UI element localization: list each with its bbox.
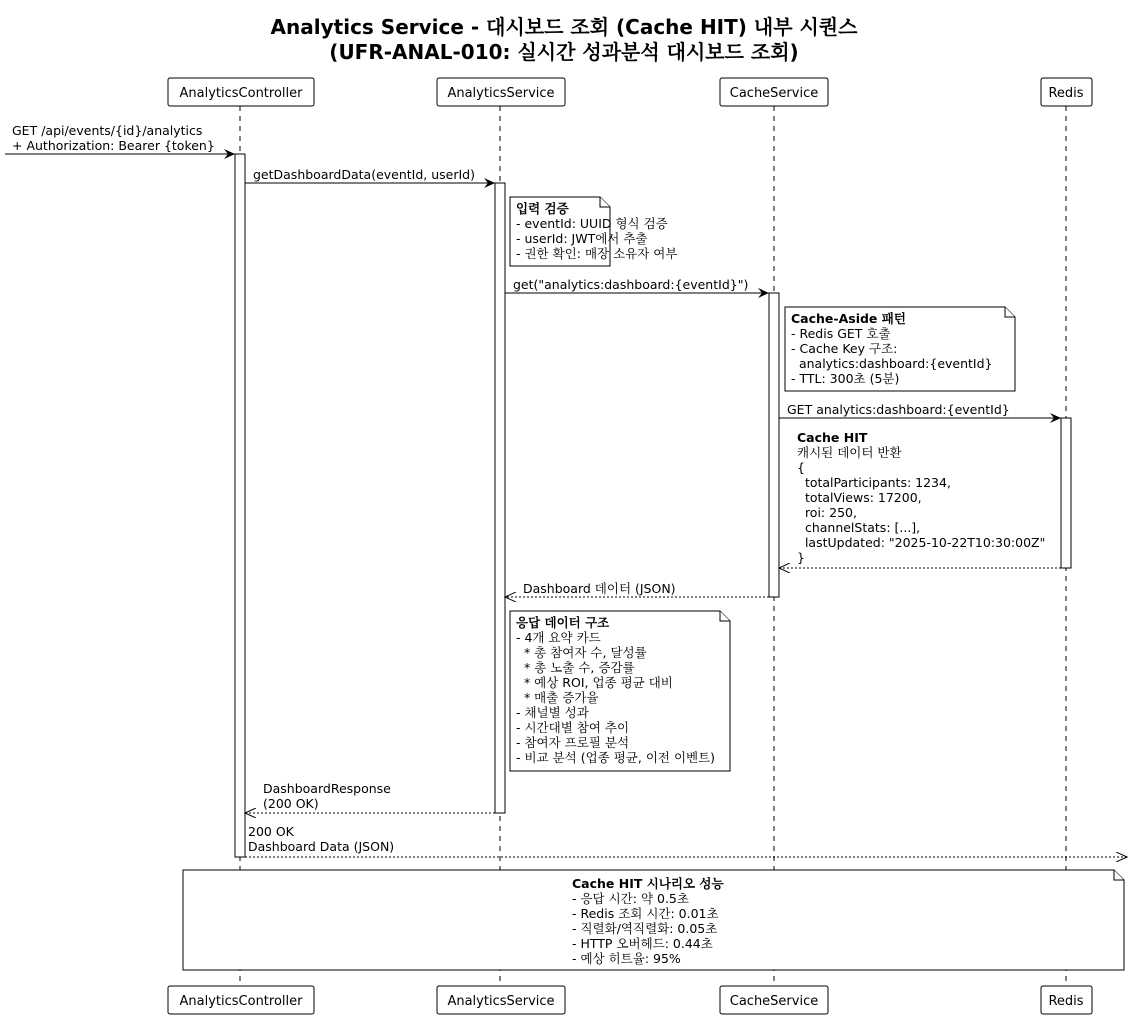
participant-label: AnalyticsService: [447, 994, 555, 1009]
note-line: - 참여자 프로필 분석: [516, 735, 630, 750]
note-line: - 채널별 성과: [516, 705, 589, 720]
note-line: - 예상 히트율: 95%: [572, 951, 681, 966]
message-label: Dashboard Data (JSON): [248, 839, 395, 854]
participant-analytics-service-top: [437, 78, 565, 106]
message-label: totalParticipants: 1234,: [797, 475, 951, 490]
diagram-title-line2: (UFR-ANAL-010: 실시간 성과분석 대시보드 조회): [329, 40, 799, 64]
participant-cache-service-bottom: [720, 986, 828, 1014]
participant-analytics-controller-bottom: [168, 986, 314, 1014]
message-label: + Authorization: Bearer {token}: [12, 138, 215, 153]
message-label: DashboardResponse: [263, 781, 391, 796]
activation-redis: [1061, 418, 1071, 568]
message-label: (200 OK): [263, 796, 319, 811]
message-label: 200 OK: [248, 824, 294, 839]
participant-redis-top: [1041, 78, 1092, 106]
message-label: getDashboardData(eventId, userId): [253, 167, 475, 182]
note-line: - 시간대별 참여 추이: [516, 720, 630, 735]
participant-redis-bottom: [1041, 986, 1092, 1014]
participant-label: AnalyticsController: [179, 994, 303, 1009]
activation-controller: [235, 154, 245, 857]
message-dashboard-response: [245, 781, 495, 813]
note-input-validation: [510, 197, 677, 266]
participant-label: Redis: [1048, 994, 1084, 1009]
participant-cache-service-top: [720, 78, 828, 106]
note-line: - 권한 확인: 매장 소유자 여부: [516, 246, 678, 261]
message-label: Cache HIT: [797, 430, 868, 445]
message-get-analytics-request: [5, 123, 235, 154]
note-line: - userId: JWT에서 추출: [516, 231, 648, 246]
message-label: }: [797, 550, 805, 565]
message-label: lastUpdated: "2025-10-22T10:30:00Z": [797, 535, 1046, 550]
message-200-ok-response: [245, 824, 1127, 857]
note-line: * 총 노출 수, 증감률: [516, 660, 635, 675]
participant-label: AnalyticsController: [179, 86, 303, 101]
message-label: channelStats: [...],: [797, 520, 921, 535]
note-title: Cache HIT 시나리오 성능: [572, 876, 724, 891]
activation-service: [495, 183, 505, 813]
note-line: analytics:dashboard:{eventId}: [791, 356, 993, 371]
message-label: roi: 250,: [797, 505, 857, 520]
diagram-title-line1: Analytics Service - 대시보드 조회 (Cache HIT) 내부 시퀀스: [270, 15, 858, 39]
message-cache-hit-return: [779, 430, 1061, 568]
note-line: * 예상 ROI, 업종 평균 대비: [516, 675, 673, 690]
message-get-dashboard-data: [245, 167, 495, 183]
message-cache-get: [505, 277, 769, 293]
note-line: * 총 참여자 수, 달성률: [516, 645, 647, 660]
participant-analytics-controller-top: [168, 78, 314, 106]
note-line: - 비교 분석 (업종 평균, 이전 이벤트): [516, 750, 716, 765]
note-line: - Redis 조회 시간: 0.01초: [572, 906, 719, 921]
note-line: - HTTP 오버헤드: 0.44초: [572, 936, 713, 951]
participant-label: Redis: [1048, 86, 1084, 101]
message-label: totalViews: 17200,: [797, 490, 922, 505]
message-label: GET /api/events/{id}/analytics: [12, 123, 203, 138]
participant-analytics-service-bottom: [437, 986, 565, 1014]
note-line: - Redis GET 호출: [791, 326, 891, 341]
activation-cache: [769, 293, 779, 597]
note-title: Cache-Aside 패턴: [791, 311, 906, 326]
message-label: get("analytics:dashboard:{eventId}"): [513, 277, 749, 292]
message-label: 캐시된 데이터 반환: [797, 445, 902, 460]
message-label: {: [797, 460, 805, 475]
message-label: GET analytics:dashboard:{eventId}: [787, 402, 1010, 417]
note-title: 응답 데이터 구조: [516, 615, 610, 630]
note-line: - eventId: UUID 형식 검증: [516, 216, 668, 231]
participant-label: AnalyticsService: [447, 86, 555, 101]
note-line: - Cache Key 구조:: [791, 341, 898, 356]
note-cache-hit-performance: [183, 870, 1124, 970]
message-dashboard-data-return: [505, 581, 769, 597]
note-line: - TTL: 300초 (5분): [791, 371, 900, 386]
participant-label: CacheService: [729, 86, 819, 101]
note-cache-aside: [785, 307, 1015, 391]
note-response-structure: [510, 611, 730, 771]
note-line: * 매출 증가율: [516, 690, 599, 705]
note-title: 입력 검증: [516, 201, 569, 216]
message-redis-get: [779, 402, 1061, 418]
message-label: Dashboard 데이터 (JSON): [523, 581, 676, 596]
note-line: - 직렬화/역직렬화: 0.05초: [572, 921, 718, 936]
note-line: - 응답 시간: 약 0.5초: [572, 891, 689, 906]
participant-label: CacheService: [729, 994, 819, 1009]
note-line: - 4개 요약 카드: [516, 630, 601, 645]
